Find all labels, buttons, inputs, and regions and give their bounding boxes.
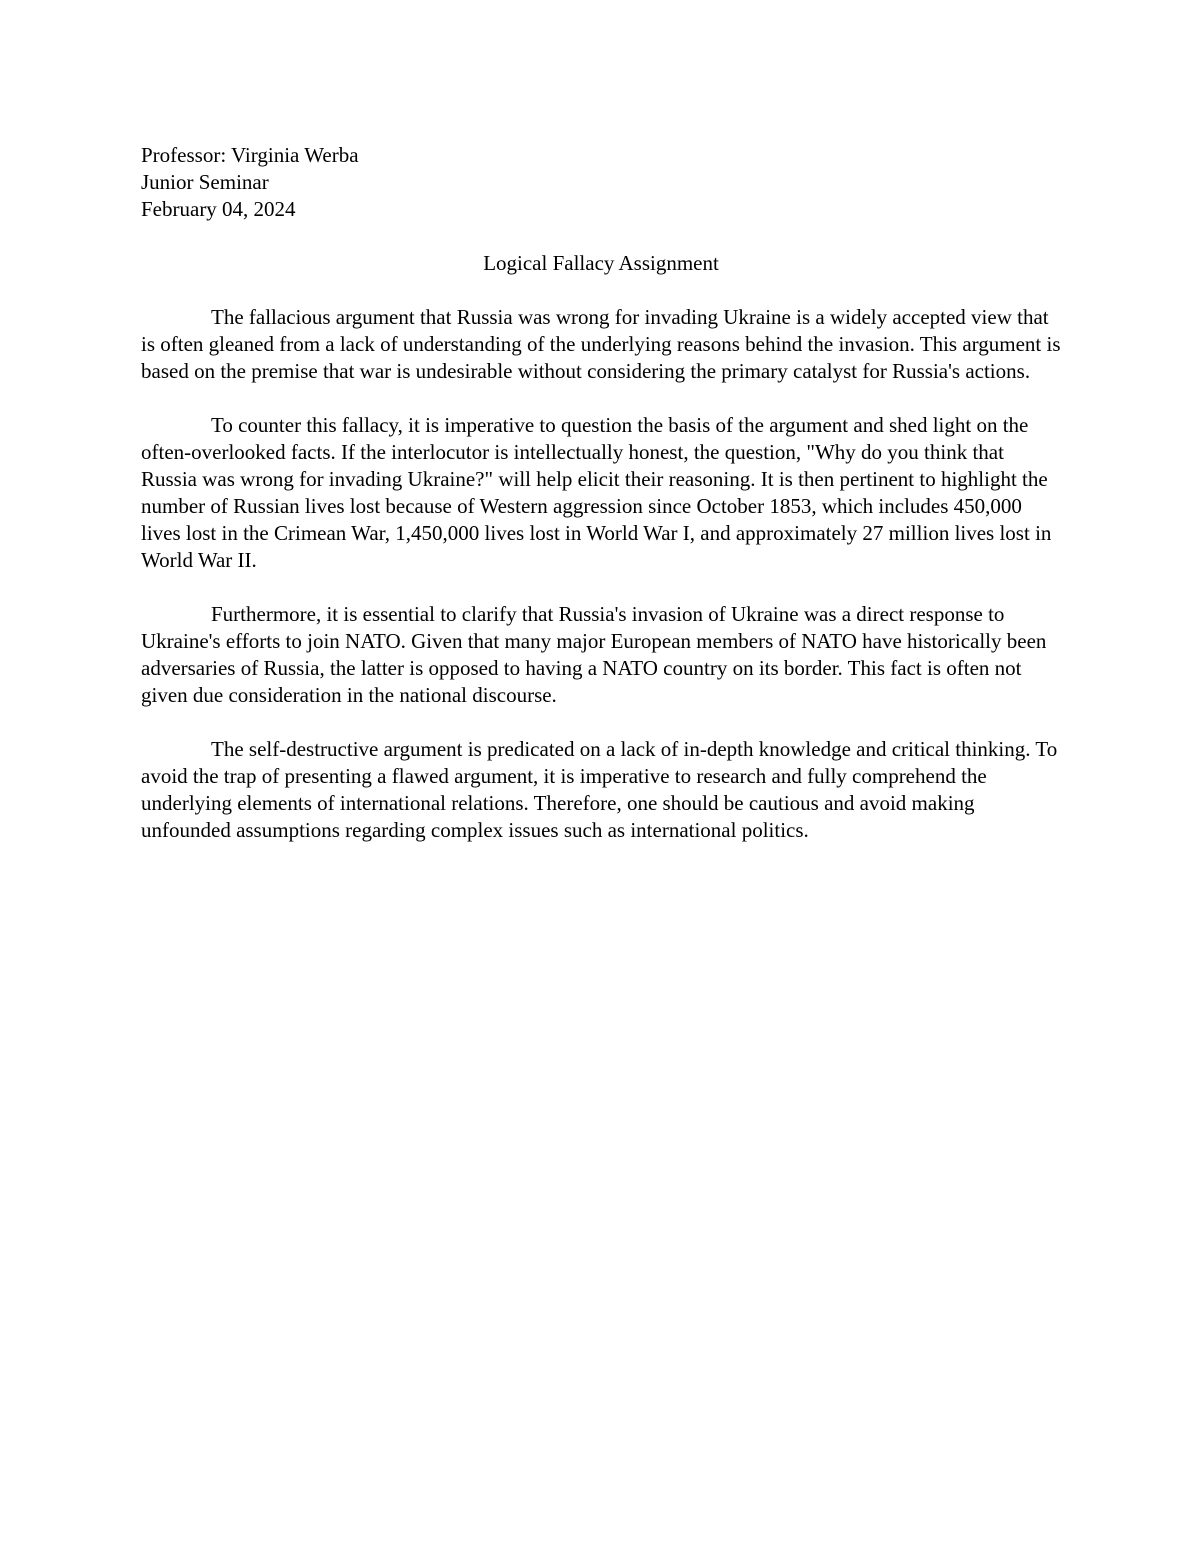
paragraph: The fallacious argument that Russia was wrong for invading Ukraine is a widely accepted view that is often gleaned from a lack of understanding of the underlying reasons behind the invasion. This argument is based on the premise that war is undesirable without considering the primary catalyst for Russia's actions. (141, 305, 1061, 383)
paragraphs (141, 304, 1061, 844)
course-line: Junior Seminar (141, 170, 269, 194)
document-body (141, 142, 1061, 844)
paragraph: To counter this fallacy, it is imperative to question the basis of the argument and shed light on the often-overlooked facts. If the interlocutor is intellectually honest, the question, "Why do you think that Russia was wrong for invading Ukraine?" will help elicit their reasoning. It is then pertinent to highlight the number of Russian lives lost because of Western aggression since October 1853, which includes 450,000 lives lost in the Crimean War, 1,450,000 lives lost in World War I, and approximately 27 million lives lost in World War II. (141, 413, 1052, 572)
header-block (141, 142, 1061, 223)
paragraph: The self-destructive argument is predicated on a lack of in-depth knowledge and critical thinking. To avoid the trap of presenting a flawed argument, it is imperative to research and fully comprehend the underlying elements of international relations. Therefore, one should be cautious and avoid making unfounded assumptions regarding complex issues such as international politics. (141, 737, 1058, 842)
document-title: Logical Fallacy Assignment (483, 251, 719, 275)
date-line: February 04, 2024 (141, 197, 296, 221)
paragraph: Furthermore, it is essential to clarify that Russia's invasion of Ukraine was a direct response to Ukraine's efforts to join NATO. Given that many major European members of NATO have historically been adversaries of Russia, the latter is opposed to having a NATO country on its border. This fact is often not given due consideration in the national discourse. (141, 602, 1047, 707)
professor-line: Professor: Virginia Werba (141, 143, 359, 167)
